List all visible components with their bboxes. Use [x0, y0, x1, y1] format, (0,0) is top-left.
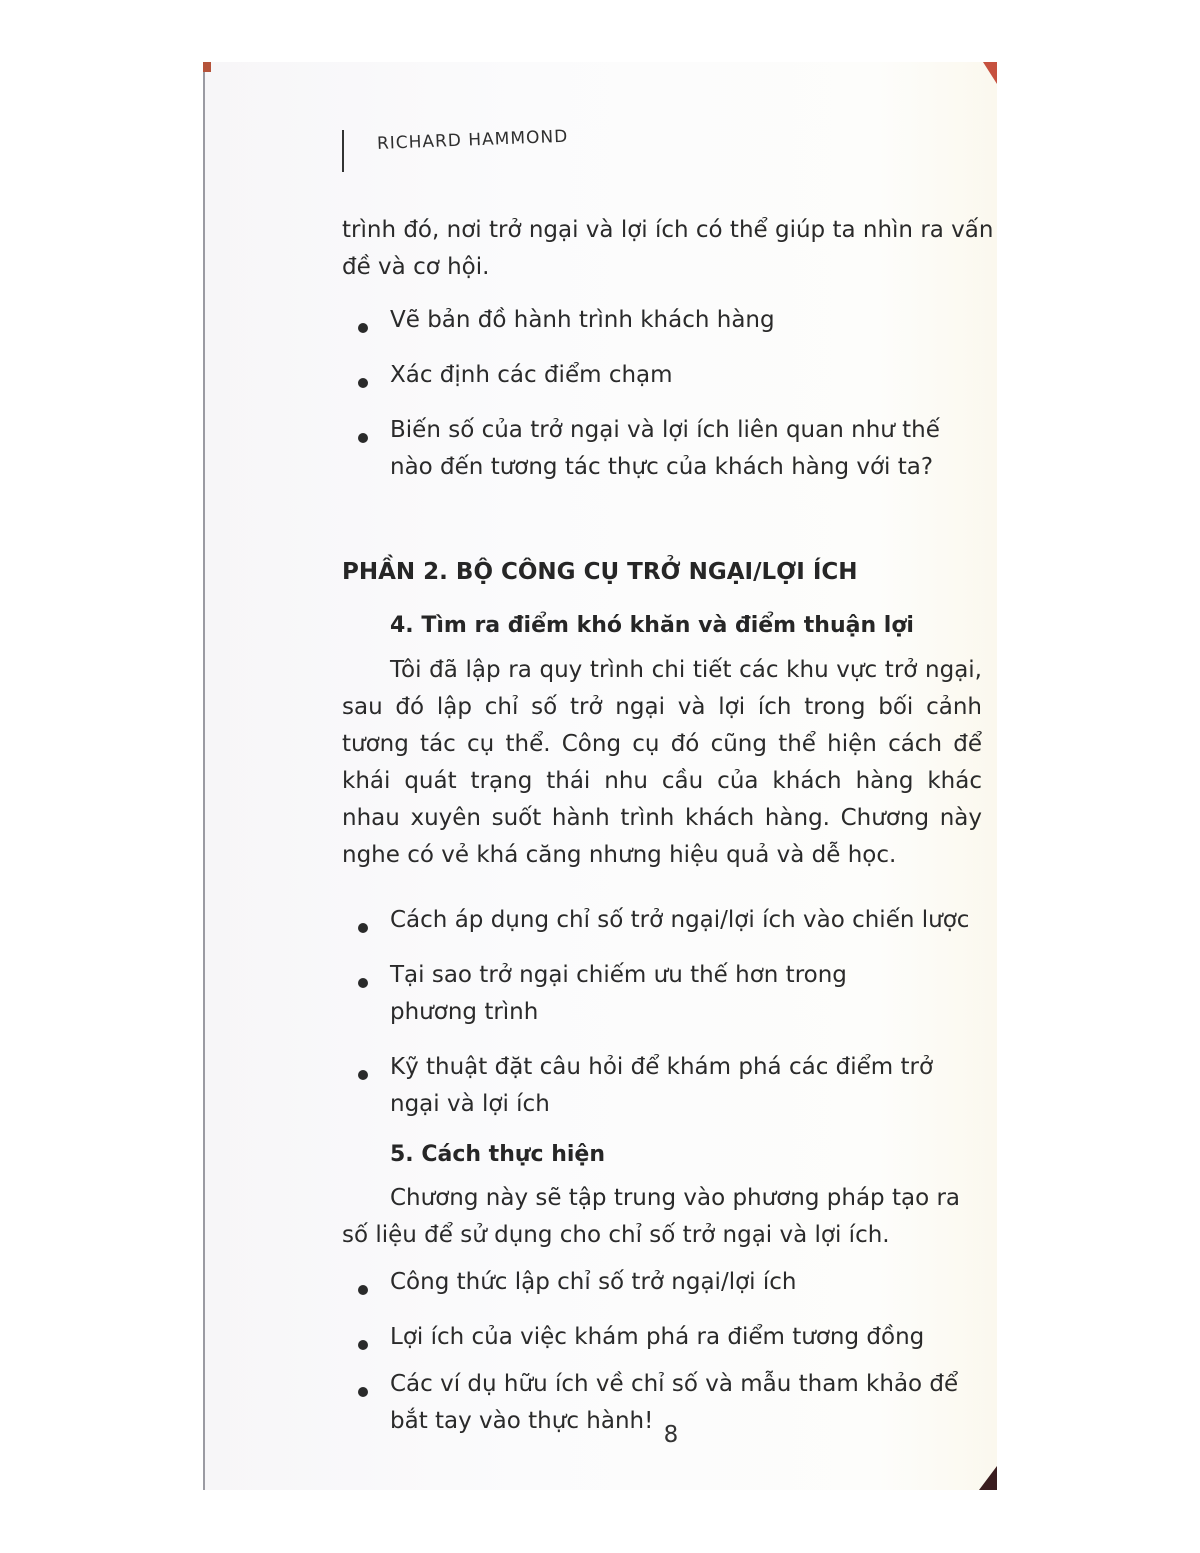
section-4-heading: 4. Tìm ra điểm khó khăn và điểm thuận lợi: [390, 613, 914, 638]
part-title: PHẦN 2. BỘ CÔNG CỤ TRỞ NGẠI/LỢI ÍCH: [342, 559, 858, 585]
list-item-text: Công thức lập chỉ số trở ngại/lợi ích: [390, 1269, 797, 1295]
bullet-list-2: [342, 902, 982, 1123]
list-item: [342, 1264, 982, 1301]
list-item: [342, 1319, 982, 1356]
bullet-list-3: [342, 1264, 982, 1440]
bullet-icon: [358, 1070, 368, 1080]
page-corner-bottom-right: [979, 1466, 997, 1490]
bullet-icon: [358, 923, 368, 933]
section-4-paragraph: Tôi đã lập ra quy trình chi tiết các khu vực trở ngại, sau đó lập chỉ số trở ngại và lợi ích trong bối cảnh tương tác cụ thể. Công cụ đó cũng thể hiện cách để khái quát trạng thái nhu cầu của khách hàng khác nhau xuyên suốt hành trình khách hàng. Chương này nghe có vẻ khá căng nhưng hiệu quả và dễ học.: [342, 657, 982, 868]
bullet-icon: [358, 978, 368, 988]
book-page: [203, 62, 997, 1490]
list-item-text: Tại sao trở ngại chiếm ưu thế hơn trong phương trình: [390, 962, 847, 1025]
list-item-text: Xác định các điểm chạm: [390, 362, 673, 388]
intro-paragraph: [342, 212, 994, 286]
bullet-list-1: [342, 302, 982, 486]
list-item-text: Biến số của trở ngại và lợi ích liên quan như thế nào đến tương tác thực của khách hàng với ta?: [390, 417, 940, 480]
page-corner-top-right: [983, 62, 997, 84]
bullet-icon: [358, 1285, 368, 1295]
bullet-icon: [358, 323, 368, 333]
section-5-heading: 5. Cách thực hiện: [390, 1142, 606, 1167]
list-item: [342, 412, 980, 486]
bullet-icon: [358, 433, 368, 443]
page-corner-top-left: [203, 62, 211, 72]
header-rule: [342, 130, 344, 172]
intro-line-1: trình đó, nơi trở ngại và lợi ích có thể giúp ta nhìn ra vấn: [342, 217, 994, 243]
list-item: [342, 357, 982, 394]
list-item: [342, 902, 982, 939]
list-item-text: Cách áp dụng chỉ số trở ngại/lợi ích vào chiến lược: [390, 907, 970, 933]
bullet-icon: [358, 1340, 368, 1350]
list-item: [342, 1049, 980, 1123]
list-item-text: Lợi ích của việc khám phá ra điểm tương đồng: [390, 1324, 925, 1350]
list-item-text: Kỹ thuật đặt câu hỏi để khám phá các điểm trở ngại và lợi ích: [390, 1054, 934, 1117]
page-number: 8: [663, 1422, 679, 1448]
list-item-text: Các ví dụ hữu ích về chỉ số và mẫu tham khảo để bắt tay vào thực hành!: [390, 1371, 959, 1434]
bullet-icon: [358, 1387, 368, 1397]
list-item-text: Vẽ bản đồ hành trình khách hàng: [390, 307, 775, 333]
section-5-paragraph: Chương này sẽ tập trung vào phương pháp tạo ra số liệu để sử dụng cho chỉ số trở ngại và lợi ích.: [342, 1185, 961, 1248]
bullet-icon: [358, 378, 368, 388]
list-item: [342, 957, 930, 1031]
intro-line-2: đề và cơ hội.: [342, 254, 490, 280]
list-item: [342, 302, 982, 339]
running-header-author: RICHARD HAMMOND: [376, 126, 569, 154]
